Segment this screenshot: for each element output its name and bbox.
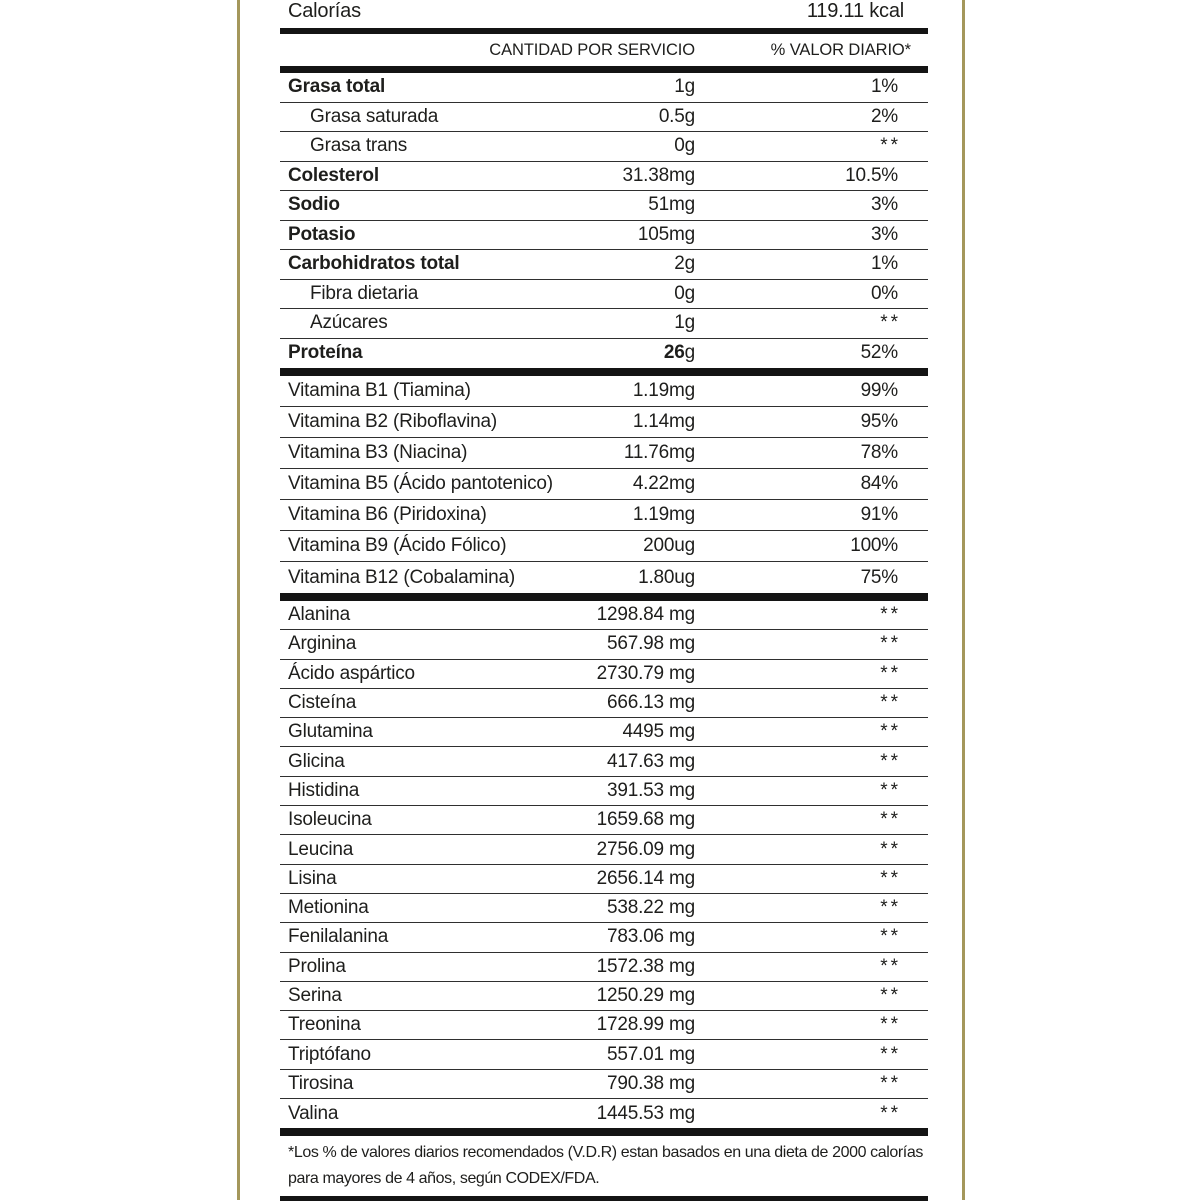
nutrient-name: Vitamina B5 (Ácido pantotenico) [288,473,553,494]
nutrient-row [280,894,928,923]
nutrient-amount: 1445.53 mg [596,1102,695,1124]
nutrient-name: Grasa trans [310,135,408,157]
nutrient-row [280,132,928,162]
nutrient-daily-value: 78% [860,442,898,463]
nutrient-name: Tirosina [288,1072,354,1094]
nutrient-row [280,500,928,531]
nutrient-amount: 391.53 mg [607,779,695,801]
nutrient-name: Metionina [288,897,369,919]
nutrient-name: Sodio [288,194,340,216]
nutrient-daily-value: ** [880,604,901,626]
nutrient-name: Fenilalanina [288,926,389,948]
nutrient-daily-value: ** [880,838,901,860]
nutrient-name: Ácido aspártico [288,662,415,684]
nutrient-daily-value: ** [880,692,901,714]
nutrient-amount: 1.19mg [632,504,695,525]
nutrient-amount: 2730.79 mg [596,662,695,684]
nutrient-daily-value: 52% [860,342,898,364]
nutrient-daily-value: ** [880,897,901,919]
nutrient-daily-value: 3% [870,194,898,216]
footnote [280,1136,928,1192]
nutrient-daily-value: ** [880,633,901,655]
nutrient-row [280,1011,928,1040]
nutrient-row [280,407,928,438]
nutrient-row [280,777,928,806]
nutrient-amount-unit: g [684,342,695,364]
nutrient-name: Vitamina B6 (Piridoxina) [288,504,487,525]
nutrient-row [280,73,928,103]
nutrient-amount: 538.22 mg [607,897,695,919]
nutrient-name: Valina [288,1102,339,1124]
nutrient-amount [664,342,695,364]
nutrient-row [280,438,928,469]
nutrient-name: Grasa saturada [310,105,439,127]
nutrient-name: Fibra dietaria [310,282,419,304]
nutrient-name: Vitamina B1 (Tiamina) [288,380,471,401]
nutrient-amount: 105mg [637,223,695,245]
nutrient-row [280,221,928,251]
nutrient-amount: 1g [674,312,695,334]
nutrient-amount: 0.5g [658,105,695,127]
nutrient-row [280,191,928,221]
nutrient-name: Vitamina B12 (Cobalamina) [288,566,515,588]
nutrient-daily-value: ** [880,750,901,772]
divider-thick [280,66,928,73]
nutrient-row [280,1040,928,1069]
column-header-daily-value: % VALOR DIARIO* [770,40,911,59]
nutrient-name: Azúcares [310,312,388,334]
calories-row [280,0,928,28]
nutrient-row [280,747,928,776]
nutrient-row [280,280,928,310]
column-header-row [280,34,928,66]
nutrient-row [280,562,928,593]
nutrient-row [280,718,928,747]
nutrient-row [280,469,928,500]
nutrient-amount: 567.98 mg [607,633,695,655]
nutrient-amount: 11.76mg [623,442,695,463]
nutrient-amount: 1g [674,76,695,98]
nutrient-amount: 31.38mg [622,164,695,186]
nutrient-amount: 666.13 mg [607,692,695,714]
nutrient-amount: 557.01 mg [607,1043,695,1065]
nutrient-amount: 1572.38 mg [596,955,695,977]
nutrient-row [280,162,928,192]
nutrient-row [280,339,928,369]
nutrient-daily-value: 2% [870,105,898,127]
nutrient-daily-value: ** [880,985,901,1006]
nutrient-daily-value: 1% [870,76,898,98]
nutrient-row [280,103,928,133]
nutrient-amount: 2656.14 mg [596,867,695,889]
nutrient-name: Proteína [288,342,363,364]
nutrient-daily-value: ** [880,1014,901,1036]
nutrient-amount: 1250.29 mg [596,985,695,1006]
nutrient-amount: 1728.99 mg [596,1014,695,1036]
divider-thick [280,1128,928,1136]
nutrient-amount: 4495 mg [622,721,695,743]
nutrient-amount: 1659.68 mg [596,809,695,831]
nutrient-name: Cisteína [288,692,357,714]
nutrient-daily-value: 0% [870,282,898,304]
nutrient-row [280,630,928,659]
nutrient-row [280,250,928,280]
nutrient-name: Treonina [288,1014,361,1036]
nutrient-daily-value: ** [880,1072,901,1094]
nutrient-name: Vitamina B9 (Ácido Fólico) [288,535,507,556]
divider-thick [280,368,928,376]
nutrient-daily-value: ** [880,721,901,743]
nutrient-row [280,835,928,864]
nutrient-amount: 1.14mg [632,411,695,432]
section-amino-acids [280,601,928,1128]
nutrient-daily-value: ** [880,135,901,157]
nutrient-row [280,376,928,407]
nutrient-name: Leucina [288,838,354,860]
nutrient-amount: 790.38 mg [607,1072,695,1094]
nutrient-amount-strong: 26 [663,342,685,364]
nutrient-amount: 1298.84 mg [596,604,695,626]
nutrient-row [280,660,928,689]
nutrient-daily-value: 1% [870,253,898,275]
divider-thick [280,1196,928,1201]
nutrient-name: Glicina [288,750,345,772]
nutrient-amount: 783.06 mg [607,926,695,948]
nutrient-daily-value: 10.5% [845,164,898,186]
footnote-line: para mayores de 4 años, según CODEX/FDA. [288,1170,600,1188]
nutrient-daily-value: ** [880,779,901,801]
nutrient-name: Vitamina B2 (Riboflavina) [288,411,498,432]
nutrient-name: Lisina [288,867,337,889]
nutrient-daily-value: 99% [860,380,898,401]
nutrient-amount: 417.63 mg [607,750,695,772]
nutrient-amount: 2g [674,253,695,275]
nutrient-name: Arginina [288,633,357,655]
nutrient-name: Histidina [288,779,360,801]
section-vitamins [280,376,928,593]
nutrient-amount: 1.80ug [638,566,695,588]
nutrient-name: Colesterol [288,164,379,186]
nutrient-row [280,982,928,1011]
nutrient-row [280,806,928,835]
nutrient-daily-value: 91% [860,504,898,525]
nutrient-row [280,1099,928,1128]
nutrient-row [280,531,928,562]
nutrient-row [280,923,928,952]
nutrient-name: Isoleucina [288,809,372,831]
nutrient-name: Potasio [288,223,356,245]
nutrient-name: Vitamina B3 (Niacina) [288,442,468,463]
divider-thick [280,593,928,601]
nutrient-amount: 2756.09 mg [596,838,695,860]
nutrient-daily-value: 84% [860,473,898,494]
nutrient-row [280,309,928,339]
section-main-nutrients [280,73,928,368]
nutrient-daily-value: ** [880,867,901,889]
nutrient-name: Glutamina [288,721,373,743]
nutrient-daily-value: ** [880,312,901,334]
nutrient-daily-value: ** [880,809,901,831]
column-header-amount: CANTIDAD POR SERVICIO [489,40,695,59]
nutrient-row [280,689,928,718]
nutrient-amount: 200ug [643,535,695,556]
nutrition-facts-label [237,0,965,1200]
nutrient-daily-value: ** [880,662,901,684]
calories-value: 119.11 kcal [806,0,904,22]
nutrient-row [280,601,928,630]
nutrient-daily-value: ** [880,1043,901,1065]
nutrient-daily-value: ** [880,1102,901,1124]
nutrient-amount: 0g [674,135,695,157]
nutrient-amount: 1.19mg [632,380,695,401]
footnote-line: *Los % de valores diarios recomendados (V.D.R) estan basados en una dieta de 2000 calorías [288,1144,923,1162]
nutrient-name: Serina [288,985,342,1006]
nutrient-daily-value: 100% [850,535,898,556]
nutrient-name: Prolina [288,955,346,977]
nutrient-amount: 0g [674,282,695,304]
nutrient-daily-value: 75% [860,566,898,588]
nutrient-row [280,865,928,894]
nutrient-daily-value: ** [880,955,901,977]
nutrient-row [280,953,928,982]
nutrient-amount: 51mg [648,194,695,216]
calories-label: Calorías [288,0,361,22]
nutrient-name: Triptófano [288,1043,371,1065]
nutrient-daily-value: 3% [870,223,898,245]
nutrient-daily-value: ** [880,926,901,948]
nutrient-row [280,1070,928,1099]
nutrient-name: Alanina [288,604,350,626]
nutrient-daily-value: 95% [860,411,898,432]
nutrient-name: Carbohidratos total [288,253,460,275]
nutrient-name: Grasa total [288,76,386,98]
nutrient-amount: 4.22mg [632,473,695,494]
